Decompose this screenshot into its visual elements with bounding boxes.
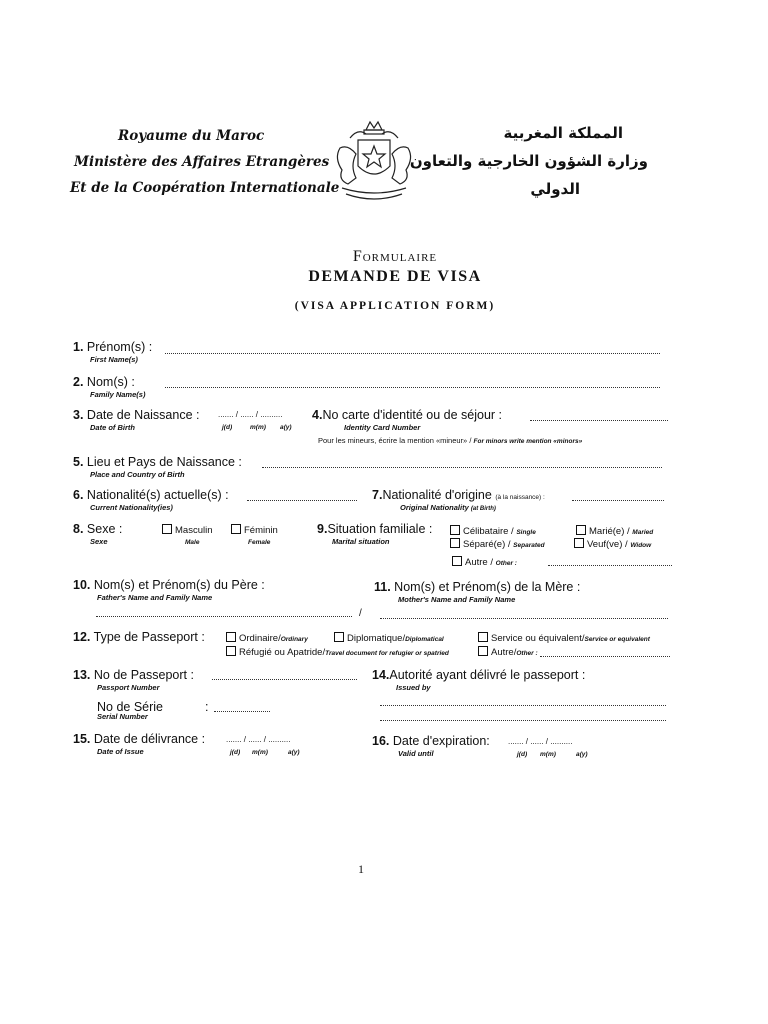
title-sub: (VISA APPLICATION FORM) [294, 300, 496, 312]
marital-separated-checkbox[interactable]: Séparé(e) / Separated [450, 538, 545, 550]
sex-male-checkbox[interactable]: Masculin [162, 524, 213, 536]
field-birthplace-label: 5. Lieu et Pays de Naissance : [73, 455, 242, 469]
marital-other-checkbox[interactable]: Autre / Other : [452, 556, 517, 568]
issue-date-input[interactable]: ....... / ...... / .......... [226, 735, 291, 744]
field-sex-en: Sexe [90, 537, 108, 546]
origin-nationality-input[interactable] [572, 500, 664, 501]
family-name-input[interactable] [165, 387, 660, 388]
field-first-name-label: 1. Prénom(s) : [73, 340, 153, 354]
dob-year-hint: a(y) [280, 424, 292, 431]
marital-widow-checkbox[interactable]: Veuf(ve) / Widow [574, 538, 651, 550]
passport-number-input[interactable] [212, 679, 357, 680]
field-origin-nationality-label: 7.Nationalité d'origine (à la naissance) : [372, 488, 545, 502]
expiry-date-input[interactable]: ....... / ...... / .......... [508, 737, 573, 746]
sex-female-en: Female [248, 539, 271, 546]
marital-married-checkbox[interactable]: Marié(e) / Maried [576, 525, 653, 537]
checkbox-icon [226, 632, 236, 642]
field-origin-nationality-en: Original Nationality (at Birth) [400, 503, 496, 512]
father-name-input[interactable] [96, 616, 352, 617]
sex-female-checkbox[interactable]: Féminin [231, 524, 278, 536]
field-marital-label: 9.Situation familiale : [317, 522, 433, 536]
checkbox-icon [226, 646, 236, 656]
marital-other-input[interactable] [548, 565, 672, 566]
checkbox-icon [478, 632, 488, 642]
field-issue-date-label: 15. Date de délivrance : [73, 732, 206, 746]
page-number: 1 [358, 862, 364, 876]
field-serial-label: No de Série [97, 700, 164, 714]
issue-year-hint: a(y) [288, 749, 300, 756]
expiry-day-hint: j(d) [517, 751, 528, 758]
passport-other-checkbox[interactable]: Autre/Other : [478, 646, 538, 658]
serial-number-input[interactable] [214, 711, 270, 712]
checkbox-icon [450, 525, 460, 535]
expiry-month-hint: m(m) [540, 751, 556, 758]
mother-name-input[interactable] [380, 618, 668, 619]
field-first-name-en: First Name(s) [90, 355, 138, 364]
passport-other-input[interactable] [540, 656, 670, 657]
passport-refugee-checkbox[interactable]: Réfugié ou Apatride/Travel document for refugier or spatried [226, 646, 449, 658]
dob-input[interactable]: ....... / ...... / .......... [218, 410, 283, 419]
header-ar-line3: الدولي [530, 180, 580, 198]
issue-month-hint: m(m) [252, 749, 268, 756]
field-sex-label: 8. Sexe : [73, 522, 123, 536]
id-card-note: Pour les mineurs, écrire la mention «mineur» / For minors write mention «minors» [318, 436, 583, 445]
field-nationality-label: 6. Nationalité(s) actuelle(s) : [73, 488, 229, 502]
field-family-name-en: Family Name(s) [90, 390, 146, 399]
field-family-name-label: 2. Nom(s) : [73, 375, 135, 389]
field-dob-label: 3. Date de Naissance : [73, 408, 200, 422]
slash-separator: / [359, 608, 362, 619]
first-name-input[interactable] [165, 353, 660, 354]
dob-day-hint: j(d) [222, 424, 233, 431]
title-main: DEMANDE DE VISA [308, 268, 482, 285]
field-issued-by-en: Issued by [396, 683, 431, 692]
field-mother-en: Mother's Name and Family Name [398, 595, 516, 604]
serial-colon: : [205, 700, 209, 714]
id-card-input[interactable] [530, 420, 668, 421]
field-id-card-en: Identity Card Number [344, 423, 421, 432]
passport-diplomatic-checkbox[interactable]: Diplomatique/Diplomatical [334, 632, 444, 644]
field-dob-en: Date of Birth [90, 423, 135, 432]
header-ar-line2: وزارة الشؤون الخارجية والتعاون [409, 152, 648, 170]
field-birthplace-en: Place and Country of Birth [90, 470, 185, 479]
checkbox-icon [162, 524, 172, 534]
field-father-label: 10. Nom(s) et Prénom(s) du Père : [73, 578, 265, 592]
field-id-card-label: 4.No carte d'identité ou de séjour : [312, 408, 503, 422]
checkbox-icon [576, 525, 586, 535]
sex-male-en: Male [185, 539, 200, 546]
field-serial-en: Serial Number [97, 712, 148, 721]
field-passport-number-label: 13. No de Passeport : [73, 668, 194, 682]
field-nationality-en: Current Nationality(ies) [90, 503, 173, 512]
field-expiry-date-en: Valid until [398, 749, 434, 758]
field-expiry-date-label: 16. Date d'expiration: [372, 734, 490, 748]
checkbox-icon [231, 524, 241, 534]
dob-month-hint: m(m) [250, 424, 266, 431]
marital-single-checkbox[interactable]: Célibataire / Single [450, 525, 536, 537]
checkbox-icon [452, 556, 462, 566]
checkbox-icon [450, 538, 460, 548]
issued-by-input-line2[interactable] [380, 720, 666, 721]
header-fr-line1: Royaume du Maroc [118, 128, 265, 144]
field-marital-en: Marital situation [332, 537, 390, 546]
checkbox-icon [478, 646, 488, 656]
checkbox-icon [574, 538, 584, 548]
field-passport-number-en: Passport Number [97, 683, 160, 692]
issue-day-hint: j(d) [230, 749, 241, 756]
header-ar-line1: المملكة المغربية [503, 124, 623, 142]
header-fr-line2: Ministère des Affaires Etrangères [74, 154, 330, 170]
coat-of-arms-icon [328, 118, 420, 204]
checkbox-icon [334, 632, 344, 642]
issued-by-input-line1[interactable] [380, 705, 666, 706]
field-mother-label: 11. Nom(s) et Prénom(s) de la Mère : [374, 580, 581, 594]
field-issued-by-label: 14.Autorité ayant délivré le passeport : [372, 668, 586, 682]
birthplace-input[interactable] [262, 467, 662, 468]
field-father-en: Father's Name and Family Name [97, 593, 213, 602]
passport-service-checkbox[interactable]: Service ou équivalent/Service or equivalent [478, 632, 650, 644]
field-issue-date-en: Date of Issue [97, 747, 144, 756]
expiry-year-hint: a(y) [576, 751, 588, 758]
header-fr-line3: Et de la Coopération Internationale [70, 180, 340, 196]
passport-ordinary-checkbox[interactable]: Ordinaire/Ordinary [226, 632, 308, 644]
nationality-input[interactable] [247, 500, 357, 501]
field-passport-type-label: 12. Type de Passeport : [73, 630, 205, 644]
title-formulaire: Formulaire [352, 248, 438, 265]
